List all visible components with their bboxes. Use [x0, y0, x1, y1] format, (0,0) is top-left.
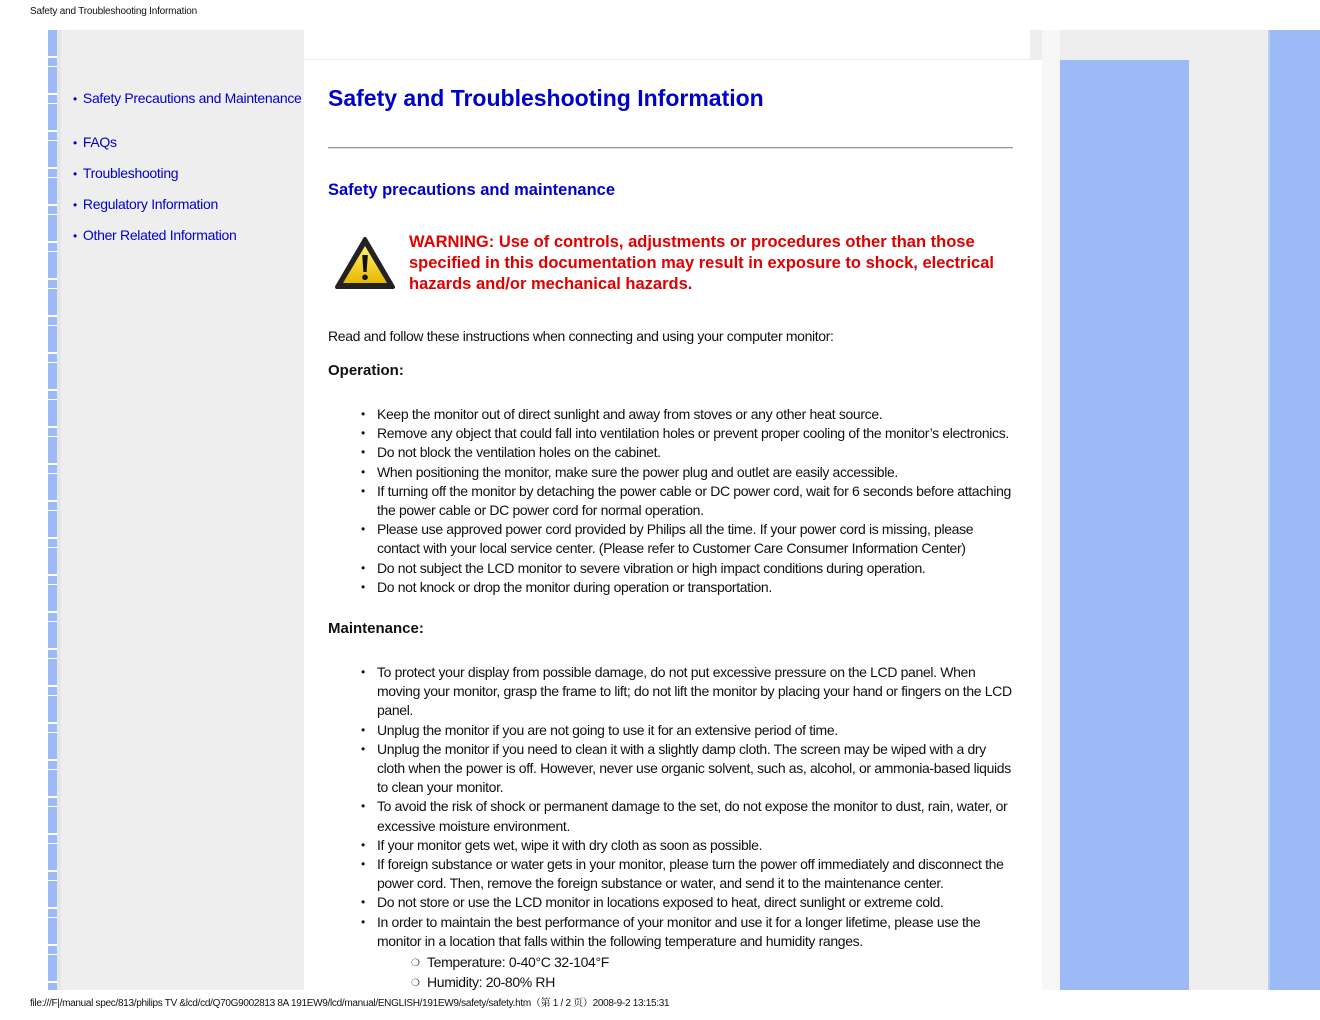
right-panel-gray	[1189, 30, 1268, 990]
intro-text: Read and follow these instructions when connecting and using your computer monitor:	[328, 328, 834, 344]
sidebar-link-other[interactable]: Other Related Information	[82, 227, 237, 243]
operation-list	[377, 405, 1017, 597]
list-item: • If your monitor gets wet, wipe it with dry cloth as soon as possible.	[377, 836, 1017, 855]
bullet-icon: •	[73, 167, 77, 181]
list-item: • To avoid the risk of shock or permanent damage to the set, do not expose the monitor to dust, rain, water, or excessive moisture environment.	[377, 797, 1017, 835]
ranges-list	[427, 953, 609, 992]
right-panel-edge	[1268, 30, 1320, 990]
print-header: Safety and Troubleshooting Information	[30, 6, 197, 17]
sidebar-link-troubleshooting[interactable]: Troubleshooting	[82, 165, 179, 181]
range-item-temperature: ❍ Temperature: 0-40°C 32-104°F	[427, 953, 609, 973]
sidebar-item-troubleshooting[interactable]	[73, 165, 178, 181]
sidebar	[61, 30, 304, 990]
sidebar-item-safety[interactable]	[73, 90, 302, 106]
left-decorative-strip	[45, 30, 61, 990]
warning-text: WARNING: Use of controls, adjustments or procedures other than those specified in this documentation may result in exposure to shock, electrical hazards and/or mechanical hazards.	[409, 233, 994, 293]
list-item: • Remove any object that could fall into ventilation holes or prevent proper cooling of the monitor’s electronics.	[377, 424, 1017, 443]
range-item-humidity: ❍ Humidity: 20-80% RH	[427, 973, 609, 993]
right-gap	[1042, 30, 1060, 990]
right-panel-top	[1060, 30, 1189, 60]
list-item: • Please use approved power cord provided by Philips all the time. If your power cord is missing, please contact with your local service center. (Please refer to Customer Care Consumer Information Center)	[377, 520, 1017, 558]
list-item: • Do not store or use the LCD monitor in locations exposed to heat, direct sunlight or extreme cold.	[377, 893, 1017, 912]
print-footer: file:///F|/manual spec/813/philips TV &lcd/cd/Q70G9002813 8A 191EW9/lcd/manual/ENGLISH/191EW9/safety/safety.htm（第 1 / 2 页）2008-9-2 13:15:31	[30, 998, 670, 1009]
list-item: • Unplug the monitor if you are not going to use it for an extensive period of time.	[377, 721, 1017, 740]
maintenance-heading: Maintenance:	[328, 620, 424, 637]
sidebar-link-safety[interactable]: Safety Precautions and Maintenance	[82, 90, 302, 106]
sidebar-item-other[interactable]	[73, 227, 237, 243]
list-item: • In order to maintain the best performance of your monitor and use it for a longer lifetime, please use the monitor in a location that falls within the following temperature and humidity ranges.	[377, 913, 1017, 951]
sidebar-link-faqs[interactable]: FAQs	[82, 134, 117, 150]
list-item: • Do not block the ventilation holes on the cabinet.	[377, 443, 1017, 462]
list-item: • Do not knock or drop the monitor during operation or transportation.	[377, 578, 1017, 597]
bullet-icon: •	[73, 229, 77, 243]
page-title: Safety and Troubleshooting Information	[328, 85, 764, 111]
bullet-icon: •	[73, 136, 77, 150]
maintenance-list	[377, 663, 1017, 951]
bullet-icon: •	[73, 198, 77, 212]
warning-icon	[334, 236, 396, 290]
list-item: • To protect your display from possible damage, do not put excessive pressure on the LCD panel. When moving your monitor, grasp the frame to lift; do not lift the monitor by placing your hand or fingers on the LCD panel.	[377, 663, 1017, 721]
sidebar-item-regulatory[interactable]	[73, 196, 218, 212]
list-item: • When positioning the monitor, make sure the power plug and outlet are easily accessible.	[377, 463, 1017, 482]
list-item: • Keep the monitor out of direct sunlight and away from stoves or any other heat source.	[377, 405, 1017, 424]
sidebar-item-faqs[interactable]	[73, 134, 117, 150]
sidebar-link-regulatory[interactable]: Regulatory Information	[82, 196, 218, 212]
operation-heading: Operation:	[328, 362, 404, 379]
bullet-icon: •	[73, 92, 77, 106]
section-title: Safety precautions and maintenance	[328, 181, 616, 199]
list-item: • Unplug the monitor if you need to clean it with a slightly damp cloth. The screen may be wiped with a dry cloth when the power is off. However, never use organic solvent, such as, alcohol, or ammonia-based liquids to clean your monitor.	[377, 740, 1017, 798]
right-panel-blue	[1060, 60, 1189, 990]
list-item: • Do not subject the LCD monitor to severe vibration or high impact conditions during operation.	[377, 559, 1017, 578]
list-item: • If foreign substance or water gets in your monitor, please turn the power off immediately and disconnect the power cord. Then, remove the foreign substance or water, and send it to the maintenance center.	[377, 855, 1017, 893]
title-divider	[328, 147, 1013, 149]
list-item: • If turning off the monitor by detaching the power cable or DC power cord, wait for 6 seconds before attaching the power cable or DC power cord for normal operation.	[377, 482, 1017, 520]
